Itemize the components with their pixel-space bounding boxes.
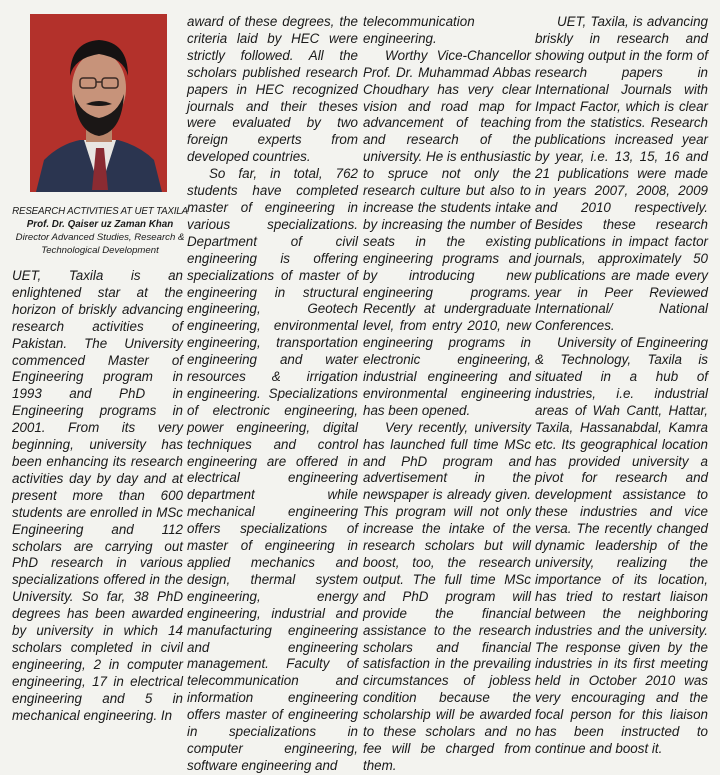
photo-caption xyxy=(12,205,188,257)
paragraph: Worthy Vice-Chancellor Prof. Dr. Muhammad Abbas Choudhary has very clear vision and road map for advancement of teaching and research of the university. He is enthusiastic to spruce not only the research culture but also to increase the students intake by increasing the number of seats in the existing engineering programs and by introducing new engineering programs. Recently at undergraduate level, from entry 2010, new engineering programs in electronic engineering, industrial engineering and environmental engineering has been opened. xyxy=(363,47,531,418)
author-name: Prof. Dr. Qaiser uz Zaman Khan xyxy=(26,219,174,230)
caption-title: RESEARCH ACTIVITIES AT UET TAXILA xyxy=(12,206,188,217)
column-1 xyxy=(12,268,183,724)
author-photo xyxy=(30,14,167,192)
column-4 xyxy=(535,14,708,758)
paragraph: University of Engineering & Technology, Taxila is situated in a hub of industries, i.e. industrial areas of Wah Cantt, Hattar, Taxila, Hassanabdal, Kamra etc. Its geographical location has provided university a pivot for research and development assistance to these industries and vice versa. The recently changed dynamic leadership of the university, realizing the importance of its location, has tried to restart liaison between the neighboring industries and the university. The response given by the industries in its first meeting held in October 2010 was very encouraging and the focal person for this liaison has been instructed to continue and boost it. xyxy=(535,335,708,756)
author-role: Director Advanced Studies, Research & Technological Development xyxy=(15,232,185,256)
column-3 xyxy=(363,14,531,775)
paragraph: So far, in total, 762 students have completed master of engineering in various specializations. Department of civil engineering is offering specializations of master of engineering in structural engineering, Geotech engineering, environmental engineering, transportation engineering and water resources & irrigation engineering. Specializations of electronic engineering, power engineering, digital techniques and control engineering are offered in electrical engineering department while mechanical engineering offers specializations of master of engineering in applied mechanics and design, thermal system engineering, energy engineering, industrial and manufacturing engineering and engineering management. Faculty of telecommunication and information engineering offers master of engineering in specializations in computer engineering, software engineering and xyxy=(187,166,358,773)
paragraph: Very recently, university has launched full time MSc and PhD program and advertisement in the newspaper is already given. This program will not only increase the intake of the research scholars but will boost, too, the research output. The full time MSc and PhD program will provide the financial assistance to the research scholars and financial satisfaction in the prevailing circumstances of jobless condition because the scholarship will be awarded to these scholars and no fee will be charged from them. xyxy=(363,419,531,773)
paragraph: award of these degrees, the criteria laid by HEC were strictly followed. All the scholars published research papers in HEC recognized journals and their theses were evaluated by two foreign experts from developed countries. xyxy=(187,14,358,165)
column-2 xyxy=(187,14,358,775)
paragraph: UET, Taxila, is advancing briskly in research and showing output in the form of research papers in International Journals with Impact Factor, which is clear from the statistics. Research publications increased year by year, i.e. 13, 15, 16 and 21 publications were made in years 2007, 2008, 2009 and 2010 respectively. Besides these research publications in impact factor journals, approximately 50 publications are made every year in Peer Reviewed International/ National Conferences. xyxy=(535,14,708,334)
paragraph: telecommunication engineering. xyxy=(363,14,475,46)
paragraph: UET, Taxila is an enlightened star at the horizon of briskly advancing research activities of Pakistan. The University commenced Master of Engineering program in 1993 and PhD in Engineering programs in 2001. From its very beginning, university has been enhancing its research activities day by day and at present more than 600 students are enrolled in MSc Engineering and 112 scholars are carrying out PhD research in various specializations offered in the University. So far, 38 PhD degrees has been awarded by university in which 14 scholars completed in civil engineering, 2 in computer engineering, 17 in electrical engineering and 5 in mechanical engineering. In xyxy=(12,268,183,723)
